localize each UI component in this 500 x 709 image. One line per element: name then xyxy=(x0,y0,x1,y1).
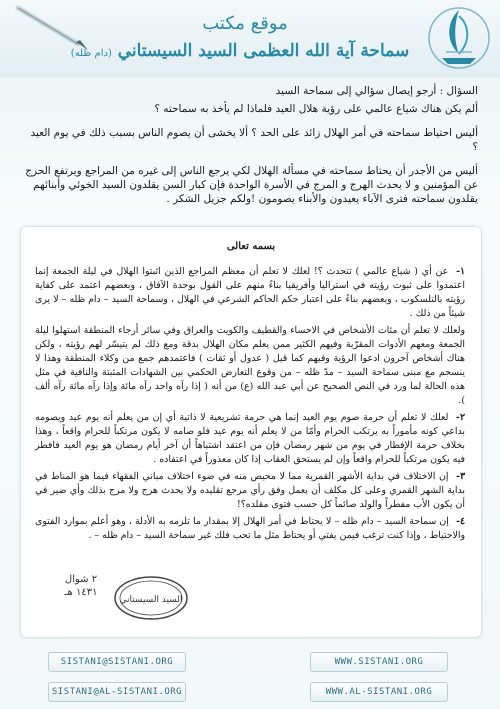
seal-text: السيد السيستاني xyxy=(119,595,183,605)
office-logo-icon xyxy=(424,2,494,72)
web-link-sistani[interactable]: WWW.SISTANI.ORG xyxy=(310,652,448,672)
official-seal xyxy=(111,573,191,623)
question-line: السؤال : أرجو إيصال سؤالي إلى سماحة السيد xyxy=(275,85,478,97)
header xyxy=(0,0,500,78)
answer-text xyxy=(35,265,465,546)
answer-panel xyxy=(20,226,482,638)
email-link-al-sistani[interactable]: SISTANI@AL-SISTANI.ORG xyxy=(48,682,186,702)
paragraph-number: ٤- xyxy=(456,516,466,527)
answer-paragraph xyxy=(35,515,465,543)
site-subtitle-main: سماحة آية الله العظمى السيد السيستاني xyxy=(117,41,410,61)
paragraph-number: ٢- xyxy=(456,412,465,423)
answer-paragraph xyxy=(35,324,465,408)
bismillah-heading: بسمه تعالى xyxy=(226,241,276,252)
paragraph-text: إن سماحة السيد – دام ظله – لا يحتاط في أمر الهلال إلا بمقدار ما تلزمه به الأدلة ، وهو أعلم بموارد الفتوى والاحتياط ، وإذا كنت ترغب فيمن يفتي أو يحتاط مثل ما تحب فلك غير سماحة السيد – دام ظله – . xyxy=(35,516,465,541)
paragraph-text: عن أي ( شياع عالمي ) تتحدث ؟! لعلك لا تعلم أن معظم المراجع الذين اثبتوا الهلال في ليلة الجمعة إنما اعتمدوا على ثبوت رؤيته في استراليا وأفريقيا بناءً منهم على القول بوحدة الآفاق ، وبعضهم اعتمد على كفاية رؤيته بالتلسكوب ، وبعضهم بناءً على اعتبار حكم الحاكم الشرعي في الهلال ، وسماحة السيد – دام ظله – لا يرى شيئاً من ذلك . xyxy=(35,266,465,319)
answer-date xyxy=(51,573,111,599)
question-line: ألم يكن هناك شياع عالمي على رؤية هلال العيد فلماذا لم يأخذ به سماحته ؟ xyxy=(154,103,478,115)
date-line: ١٤٣١ هـ xyxy=(64,587,98,598)
question-text xyxy=(22,84,478,214)
question-line: أليس من الأجدر أن يحتاط سماحته في مسألة الهلال لكي يرجع الناس إلى غيره من المراجع ويرتفع الحرج عن المؤمنين و لا يحدث الهرج و المرج في الأسرة الواحدة فإن كبار السن يقلدون السيد الخوئي وأبنائهم يقلدون سماحته فترى الآباء يعيدون والأبناء يصومون !ولكم جزيل الشكر . xyxy=(25,165,478,205)
paragraph-text: لعلك لا تعلم أن حرمة صوم يوم العيد إنما هي حرمة تشريعية لا ذاتية أي إن من يعلم أنه يوم عيد ويصومه بداعي كونه مأموراً به يرتكب الحرام وأمّا من لا يعلم أنه يوم عيد فلو صامه لا يكون مرتكباً للحرام واقعاً ، وهذا بخلاف حرمة الإفطار في يوم من شهر رمضان فإن من اعتقد اشتباهاً أن آخر أيام رمضان هو يوم العيد فافطر فيه يكون مرتكباً للحرام واقعاً وإن لم يستحق العقاب إذا كان معذوراً في اعتقاده . xyxy=(35,412,465,465)
paragraph-text: إن الاختلاف في بداية الأشهر القمرية مما لا محيص منه في ضوء اختلاف مباني الفقهاء فيما هو المناط في بداية الشهر القمري وعلى كل مكلف أن يعمل وفق رأي مرجع تقليده ولا يحدث هرج ولا مرج بذلك وأي ضير في أن يكون الأب مفطراً والولد صائماً كل حسب فتوى مقلده؟! xyxy=(35,471,465,510)
answer-paragraph xyxy=(35,265,465,321)
web-link-al-sistani[interactable]: WWW.AL-SISTANI.ORG xyxy=(310,682,448,702)
site-title: موقع مكتب xyxy=(202,13,288,34)
paragraph-number: ٣- xyxy=(456,471,466,482)
question-line: أليس احتياط سماحته في أمر الهلال زائد على الحد ؟ ألا يخشى أن يصوم الناس بسبب ذلك في يوم العيد ؟ xyxy=(30,127,478,153)
date-line: ٢ شوال xyxy=(64,574,98,585)
paragraph-number: ١- xyxy=(456,266,466,277)
answer-paragraph xyxy=(35,470,465,512)
answer-paragraph xyxy=(35,411,465,467)
paragraph-text: ولعلك لا تعلم أن مئات الأشخاص في الاحساء والقطيف والكويت والعراق وفي سائر أرجاء المنطقة استهلوا ليلة الجمعة ومعهم الأدوات المقرّبة وفيهم الكثير ممن يعلم مكان الهلال بدقة ومع ذلك لم يتيسّر لهم رؤيته ، ولكن هناك أشخاص آخرون ادعوا الرؤية وفيهم كما قيل ( عدول أو ثقات ) فاعتمدهم جمع من وكلاء المنطقة وهذا لا ينسجم مع مبنى سماحة السيد – مدّ ظله – من وقوع التعارض الحكمي بين الشهادات المثبتة والنافية في مثل هذه الحالة لما ورد في النص الصحيح عن أبي عبد الله (ع) من أنه ( إذا رآه واحد رآه مائة وإذا رآه مائة رآه ألف ). xyxy=(35,325,465,406)
site-subtitle xyxy=(60,40,420,65)
email-link-sistani[interactable]: SISTANI@SISTANI.ORG xyxy=(48,652,186,672)
site-subtitle-suffix: (دام ظله) xyxy=(70,48,112,59)
